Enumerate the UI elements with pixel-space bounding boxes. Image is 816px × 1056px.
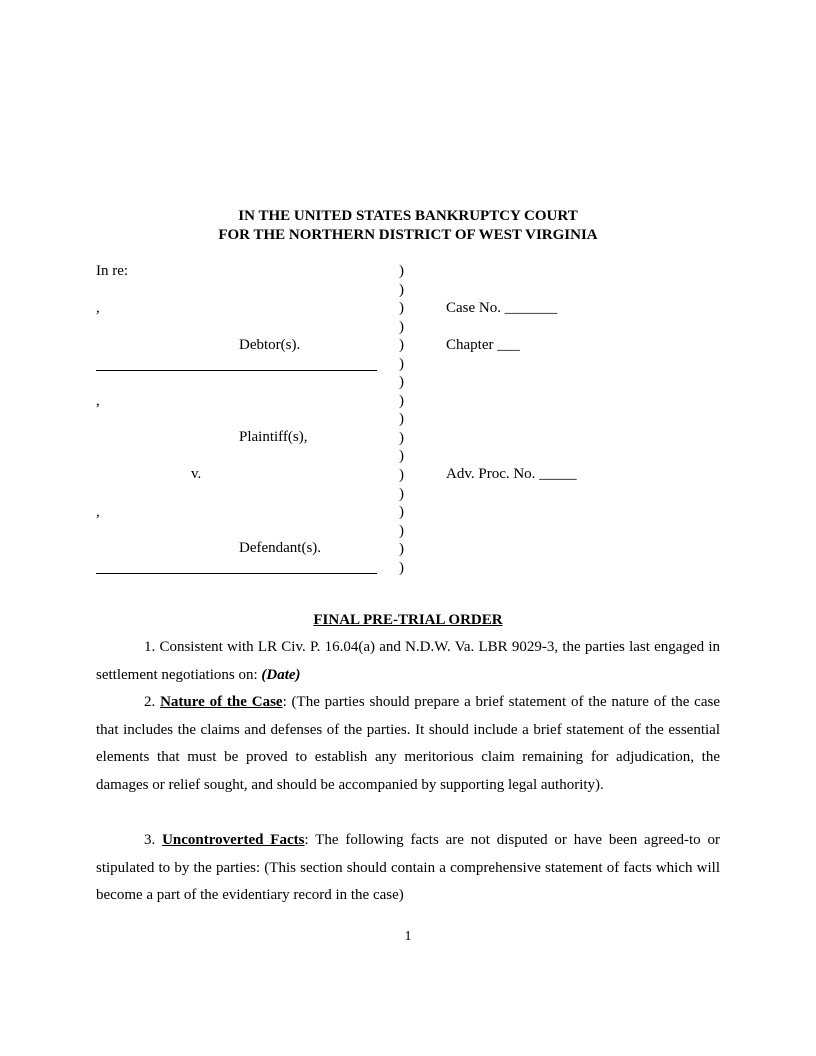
paren: ): [399, 522, 404, 539]
court-heading-line2: FOR THE NORTHERN DISTRICT OF WEST VIRGINIA: [218, 227, 598, 243]
paragraph-1-text: 1. Consistent with LR Civ. P. 16.04(a) and N.D.W. Va. LBR 9029-3, the parties last engaged in settlement negotiations on:: [96, 639, 720, 683]
debtor-label: Debtor(s).: [239, 337, 301, 353]
court-heading-line1: IN THE UNITED STATES BANKRUPTCY COURT: [238, 208, 578, 224]
plaintiff-name-comma: ,: [96, 393, 100, 409]
defendant-label: Defendant(s).: [239, 540, 322, 556]
paren: ): [399, 374, 404, 391]
debtor-name-comma: ,: [96, 300, 100, 316]
chapter-field: Chapter ___: [446, 337, 520, 353]
in-re-label: In re:: [96, 263, 129, 279]
paren: ): [399, 392, 404, 409]
paragraph-2-number: 2.: [144, 694, 161, 710]
paragraph-2-text: : (The parties should prepare a brief statement of the nature of the case that includes the claims and defenses of the parties. It should include a brief statement of the essential elements that must be proved to establish any meritorious claim remaining for adjudication, the damages or relief sought, and should be accompanied by supporting legal authority).: [96, 694, 720, 793]
caption-divider-1: [96, 370, 377, 371]
paren: ): [399, 300, 404, 317]
paren: ): [399, 411, 404, 428]
paren: ): [399, 263, 404, 279]
caption-divider-2: [96, 573, 377, 574]
paren: ): [399, 281, 404, 298]
paren: ): [399, 559, 404, 576]
paren: ): [399, 448, 404, 465]
page-number: 1: [404, 929, 412, 944]
order-title: FINAL PRE-TRIAL ORDER: [313, 612, 503, 628]
defendant-name-comma: ,: [96, 504, 100, 520]
adversary-proceeding-number-field: Adv. Proc. No. _____: [446, 466, 577, 482]
paren: ): [399, 504, 404, 521]
paren: ): [399, 318, 404, 335]
paragraph-2-heading: Nature of the Case: [160, 694, 283, 710]
paragraph-3-number: 3.: [144, 832, 163, 848]
plaintiff-label: Plaintiff(s),: [239, 429, 308, 445]
paren: ): [399, 467, 404, 484]
case-number-field: Case No. _______: [446, 300, 558, 316]
paren: ): [399, 429, 404, 446]
paren: ): [399, 355, 404, 372]
paren: ): [399, 337, 404, 354]
paragraph-1: [96, 634, 720, 689]
settlement-date-placeholder: (Date): [261, 666, 301, 683]
paren: ): [399, 485, 404, 502]
paragraph-3: [96, 827, 720, 910]
paragraph-2: [96, 689, 720, 799]
caption-parentheses: [399, 262, 409, 577]
paren: ): [399, 541, 404, 558]
paragraph-3-heading: Uncontroverted Facts: [162, 832, 305, 848]
versus-label: v.: [191, 466, 202, 482]
court-heading: [0, 207, 816, 245]
paragraph-3-text: : The following facts are not disputed or have been agreed-to or stipulated to by the parties: (This section should contain a comprehensive statement of facts which will become a part of the evidentiary record in the case): [96, 832, 720, 904]
